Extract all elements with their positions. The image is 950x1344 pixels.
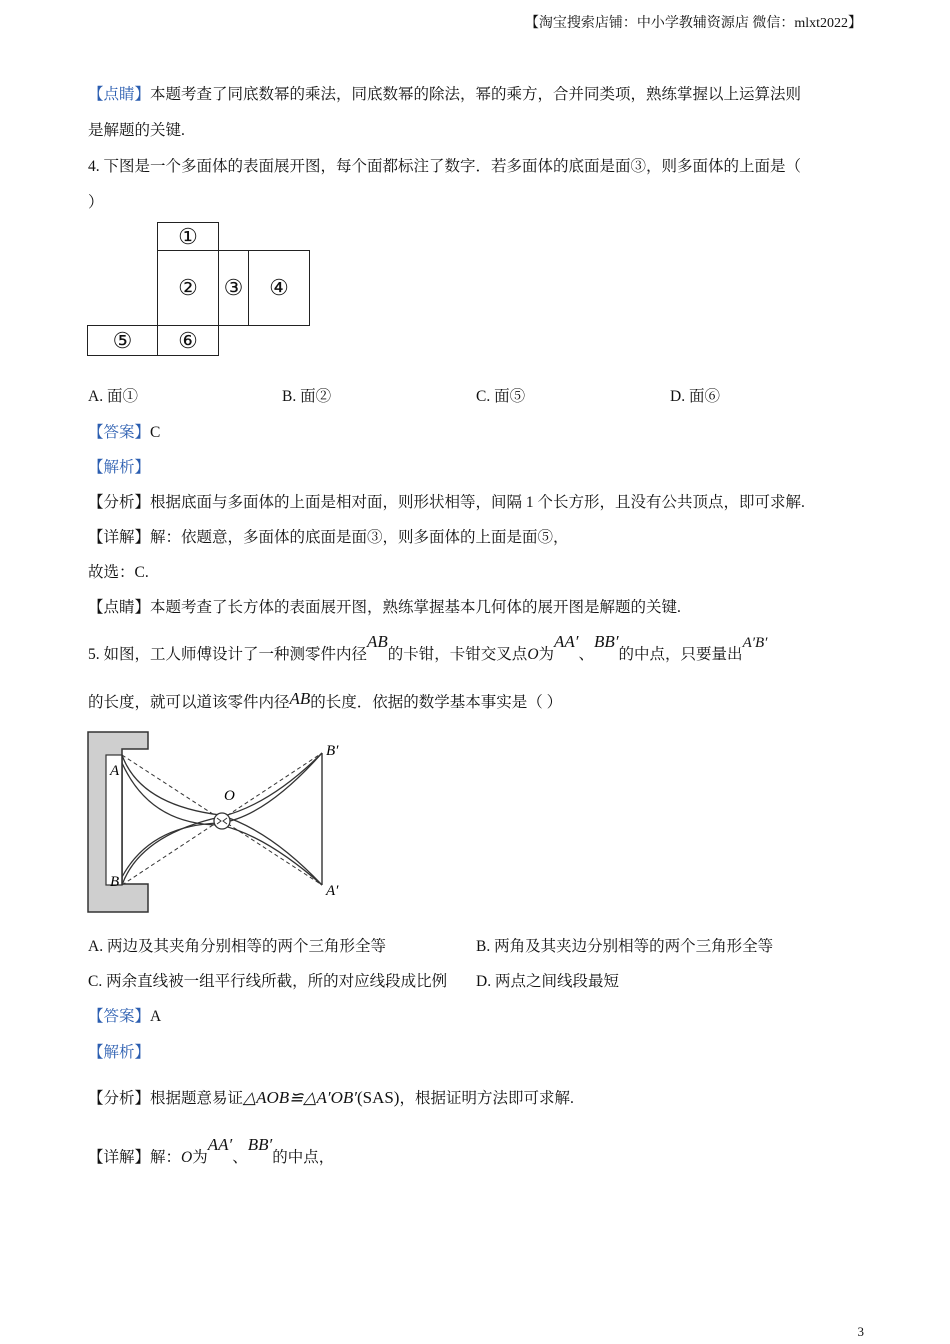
q5-fenxi: 【分析】根据题意易证△AOB≌△A′OB′(SAS)，根据证明方法即可求解. xyxy=(88,1088,574,1107)
q5-xiangjie: 【详解】解：O为AA′、BB′的中点， xyxy=(88,1135,335,1166)
dianjing-line1: 【点睛】本题考查了同底数幂的乘法，同底数幂的除法，幂的乘方，合并同类项，熟练掌握以上运算法则 xyxy=(88,86,802,103)
page-number: 3 xyxy=(857,1324,864,1339)
net-face-4: ④ xyxy=(248,250,310,326)
caliper-figure xyxy=(80,725,360,920)
q4-guxuan: 故选：C. xyxy=(88,564,149,581)
q5-option-d: D. 两点之间线段最短 xyxy=(476,973,619,990)
math-congruence: △AOB≌△A′OB′ xyxy=(243,1088,357,1107)
math-aa: AA′ xyxy=(554,632,579,651)
fig-label-a: A xyxy=(110,763,120,779)
math-ab-prime: A′B′ xyxy=(742,635,768,651)
q4-dianjing: 【点睛】本题考查了长方体的表面展开图，熟练掌握基本几何体的展开图是解题的关键. xyxy=(88,599,681,616)
q4-option-c: C. 面⑤ xyxy=(476,388,526,405)
q4-analysis-tag: 【解析】 xyxy=(88,459,151,476)
net-face-6: ⑥ xyxy=(157,325,219,356)
q5-stem-line2: 的长度，就可以道该零件内径AB的长度．依据的数学基本事实是（ ） xyxy=(88,689,563,711)
q4-stem-line1: 4. 下图是一个多面体的表面展开图，每个面都标注了数字．若多面体的底面是面③，则多面体的上面是（ xyxy=(88,158,802,175)
math-ab: AB xyxy=(367,632,388,651)
fig-label-b-prime: B′ xyxy=(326,743,339,759)
net-face-3: ③ xyxy=(218,250,249,326)
q4-stem-line2: ） xyxy=(88,194,104,211)
q5-stem-line1: 5. 如图，工人师傅设计了一种测零件内径AB的卡钳，卡钳交叉点O为AA′、BB′的中点，只要量出A′B′ xyxy=(88,632,768,663)
fig-label-a-prime: A′ xyxy=(326,883,339,899)
q4-option-a: A. 面① xyxy=(88,388,138,405)
dianjing-line2: 是解题的关键. xyxy=(88,122,185,139)
fig-label-b: B xyxy=(110,874,120,890)
q4-xiangjie: 【详解】解：依题意，多面体的底面是面③，则多面体的上面是面⑤， xyxy=(88,529,569,546)
q5-option-b: B. 两角及其夹边分别相等的两个三角形全等 xyxy=(476,938,774,955)
q5-analysis-tag: 【解析】 xyxy=(88,1044,151,1061)
q4-answer: 【答案】C xyxy=(88,424,161,441)
net-face-5: ⑤ xyxy=(87,325,158,356)
math-o: O xyxy=(527,646,539,663)
q5-option-a: A. 两边及其夹角分别相等的两个三角形全等 xyxy=(88,938,386,955)
math-bb: BB′ xyxy=(594,632,619,651)
net-face-2: ② xyxy=(157,250,219,326)
fig-label-o: O xyxy=(224,788,235,804)
math-ab-3: AB xyxy=(289,689,311,708)
q4-option-b: B. 面② xyxy=(282,388,332,405)
dianjing-tag: 【点睛】 xyxy=(88,86,151,103)
q4-option-d: D. 面⑥ xyxy=(670,388,720,405)
q4-fenxi: 【分析】根据底面与多面体的上面是相对面，则形状相等，间隔 1 个长方形，且没有公共顶点，即可求解. xyxy=(88,494,805,511)
net-face-1: ① xyxy=(157,222,219,251)
q5-answer: 【答案】A xyxy=(88,1008,162,1025)
page-header: 【淘宝搜索店铺：中小学教辅资源店 微信：mlxt2022】 xyxy=(524,16,862,31)
q5-option-c: C. 两余直线被一组平行线所截，所的对应线段成比例 xyxy=(88,973,448,990)
